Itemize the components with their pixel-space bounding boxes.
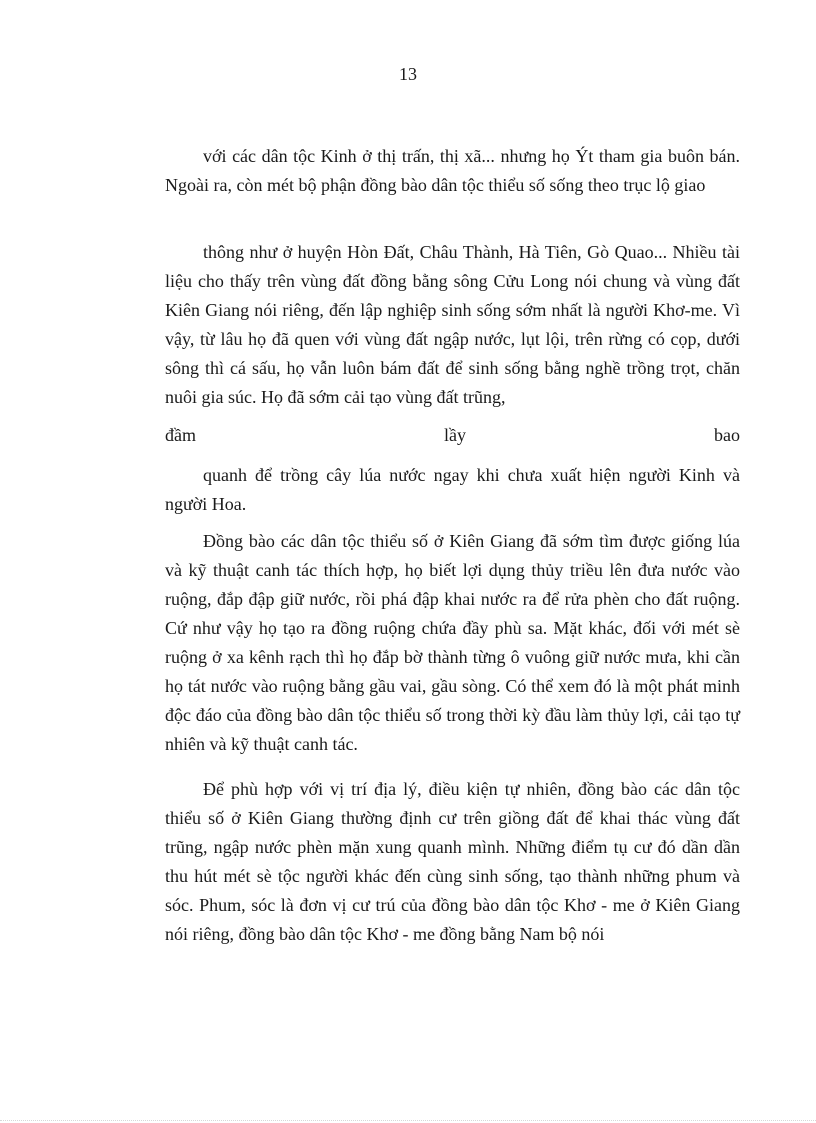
paragraph-text: quanh để trồng cây lúa nước ngay khi chưa xuất hiện người Kinh và người Hoa. — [165, 465, 740, 514]
paragraph-text: Đồng bào các dân tộc thiểu số ở Kiên Giang đã sớm tìm được giống lúa và kỹ thuật canh tác thích hợp, họ biết lợi dụng thủy triều lên đưa nước vào ruộng, đắp đập giữ nước, rồi phá đập khai nước ra để rửa phèn cho đất ruộng. Cứ như vậy họ tạo ra đồng ruộng chứa đầy phù sa. Mặt khác, đối với mét sè ruộng ở xa kênh rạch thì họ đắp bờ thành từng ô vuông giữ nước mưa, khi cần họ tát nước vào ruộng bằng gầu vai, gầu sòng. Có thể xem đó là một phát minh độc đáo của đồng bào dân tộc thiểu số trong thời kỳ đầu làm thủy lợi, cải tạo tự nhiên và kỹ thuật canh tác. — [165, 531, 740, 754]
paragraph-5 — [165, 527, 740, 759]
paragraph-text: đầm lầy bao — [165, 425, 740, 445]
paragraph-text: với các dân tộc Kinh ở thị trấn, thị xã... nhưng họ Ýt tham gia buôn bán. Ngoài ra, còn mét bộ phận đồng bào dân tộc thiểu số sống theo trục lộ giao — [165, 146, 740, 195]
paragraph-3 — [165, 421, 740, 450]
paragraph-4 — [165, 461, 740, 519]
paragraph-2 — [165, 238, 740, 412]
paragraph-text: Để phù hợp với vị trí địa lý, điều kiện tự nhiên, đồng bào các dân tộc thiểu số ở Kiên Giang thường định cư trên giồng đất để khai thác vùng đất trũng, ngập nước phèn mặn xung quanh mình. Những điểm tụ cư đó dần dần thu hút mét sè tộc người khác đến cùng sinh sống, tạo thành những phum và sóc. Phum, sóc là đơn vị cư trú của đồng bào dân tộc Khơ - me ở Kiên Giang nói riêng, đồng bào dân tộc Khơ - me đồng bằng Nam bộ nói — [165, 779, 740, 944]
page-number: 13 — [399, 64, 417, 84]
paragraph-6 — [165, 775, 740, 949]
paragraph-1 — [165, 142, 740, 200]
paragraph-text: thông như ở huyện Hòn Đất, Châu Thành, Hà Tiên, Gò Quao... Nhiều tài liệu cho thấy trên vùng đất đồng bằng sông Cửu Long nói chung và vùng đất Kiên Giang nói riêng, đến lập nghiệp sinh sống sớm nhất là người Khơ-me. Vì vậy, từ lâu họ đã quen với vùng đất ngập nước, lụt lội, trên rừng có cọp, dưới sông thì cá sấu, họ vẫn luôn bám đất để sinh sống bằng nghề trồng trọt, chăn nuôi gia súc. Họ đã sớm cải tạo vùng đất trũng, — [165, 242, 740, 407]
page-bottom-border — [0, 1120, 816, 1121]
